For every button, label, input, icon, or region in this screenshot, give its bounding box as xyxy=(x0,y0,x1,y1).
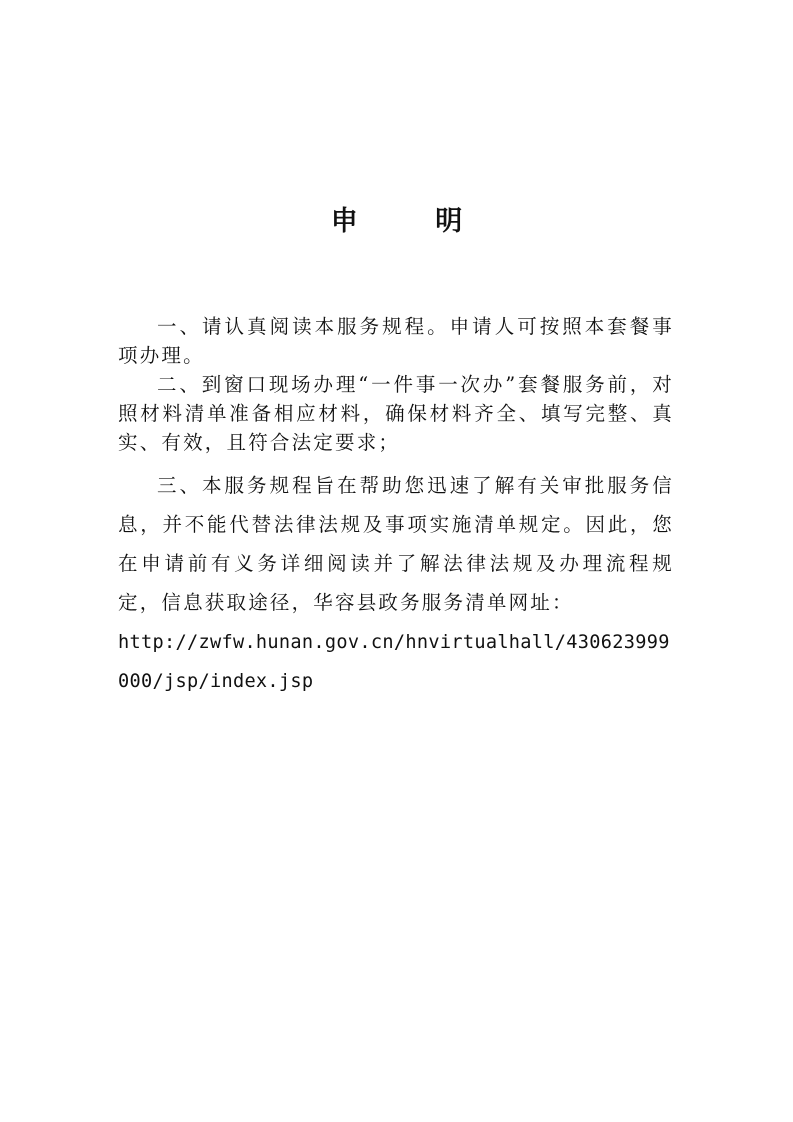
statement-item-1: 一、请认真阅读本服务规程。申请人可按照本套餐事项办理。 xyxy=(118,315,674,367)
page-title: 申 明 xyxy=(330,206,497,237)
service-list-url: http://zwfw.hunan.gov.cn/hnvirtualhall/430623999000/jsp/index.jsp xyxy=(118,632,670,692)
statement-item-2: 二、到窗口现场办理“一件事一次办”套餐服务前，对照材料清单准备相应材料，确保材料齐全、填写完整、真实、有效，且符合法定要求； xyxy=(118,373,674,454)
statement-item-3: 三、本服务规程旨在帮助您迅速了解有关审批服务信息，并不能代替法律法规及事项实施清单规定。因此，您在申请前有义务详细阅读并了解法律法规及办理流程规定，信息获取途径，华容县政务服务清单网址： xyxy=(118,474,674,614)
statement-body xyxy=(118,312,674,701)
